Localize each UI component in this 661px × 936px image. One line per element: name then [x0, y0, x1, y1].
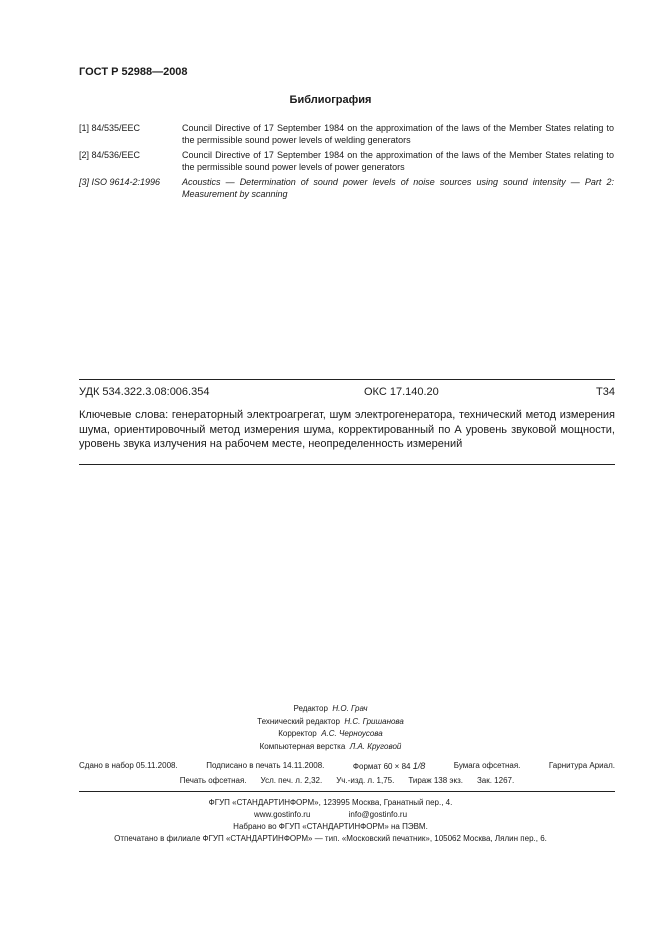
- entry-number: [1] 84/535/ЕЕС: [79, 123, 141, 133]
- entry-text: Council Directive of 17 September 1984 on the approximation of the laws of the Member States relating to the permissible sound power levels of welding generators: [182, 123, 614, 145]
- publisher-website-link[interactable]: www.gostinfo.ru: [253, 810, 311, 819]
- format-info: Формат 60 × 84 1/8: [352, 761, 426, 771]
- publisher-contacts: [0, 809, 661, 821]
- publisher-block: [0, 797, 661, 845]
- publisher-email-link[interactable]: info@gostinfo.ru: [348, 810, 408, 819]
- entry-text: Acoustics — Determination of sound power levels of noise sources using sound intensity — Part 2: Measurement by scanning: [182, 177, 614, 199]
- credit-corrector: Корректор А.С. Черноусова: [278, 729, 383, 738]
- print-info-row: Сдано в набор 05.11.2008. Подписано в печать 14.11.2008. Формат 60 × 84 1/8 Бумага офсетная. Гарнитура Ариал.: [79, 759, 615, 774]
- divider: [79, 791, 615, 792]
- bibliography-title: Библиография: [289, 94, 372, 106]
- group-code: Т34: [596, 386, 615, 398]
- print-info: [79, 759, 615, 788]
- udk-code: УДК 534.322.3.08:006.354: [79, 386, 210, 398]
- credit-layout: Компьютерная верстка Л.А. Круговой: [259, 741, 402, 751]
- credit-tech-editor: Технический редактор Н.С. Гришанова: [257, 716, 404, 726]
- document-code: ГОСТ Р 52988—2008: [79, 66, 188, 78]
- divider: [79, 379, 615, 380]
- credit-editor: Редактор Н.О. Грач: [293, 704, 368, 713]
- keywords: Ключевые слова: генераторный электроагрегат, шум электрогенератора, технический метод измерения шума, ориентировочный метод измерения шума, корректированный по А уровень звуковой мощности, уровень звука излучения на рабочем месте, неопределенность измерений: [79, 409, 615, 450]
- print-info-row: Печать офсетная. Усл. печ. л. 2,32. Уч.-изд. л. 1,75. Тираж 138 экз. Зак. 1267.: [179, 776, 515, 785]
- entry-number: [2] 84/536/ЕЕС: [79, 150, 141, 160]
- entry-number: [3] ISO 9614-2:1996: [79, 177, 161, 187]
- credits-block: [0, 703, 661, 753]
- printed-note: Отпечатано в филиале ФГУП «СТАНДАРТИНФОРМ» — тип. «Московский печатник», 105062 Москва, Лялин пер., 6.: [114, 834, 547, 843]
- oks-code: ОКС 17.140.20: [364, 386, 439, 398]
- publisher-address: ФГУП «СТАНДАРТИНФОРМ», 123995 Москва, Гранатный пер., 4.: [208, 798, 453, 807]
- divider: [79, 464, 615, 465]
- typeset-note: Набрано во ФГУП «СТАНДАРТИНФОРМ» на ПЭВМ.: [233, 822, 428, 831]
- entry-text: Council Directive of 17 September 1984 on the approximation of the laws of the Member States relating to the permissible sound power levels of power generators: [182, 150, 614, 172]
